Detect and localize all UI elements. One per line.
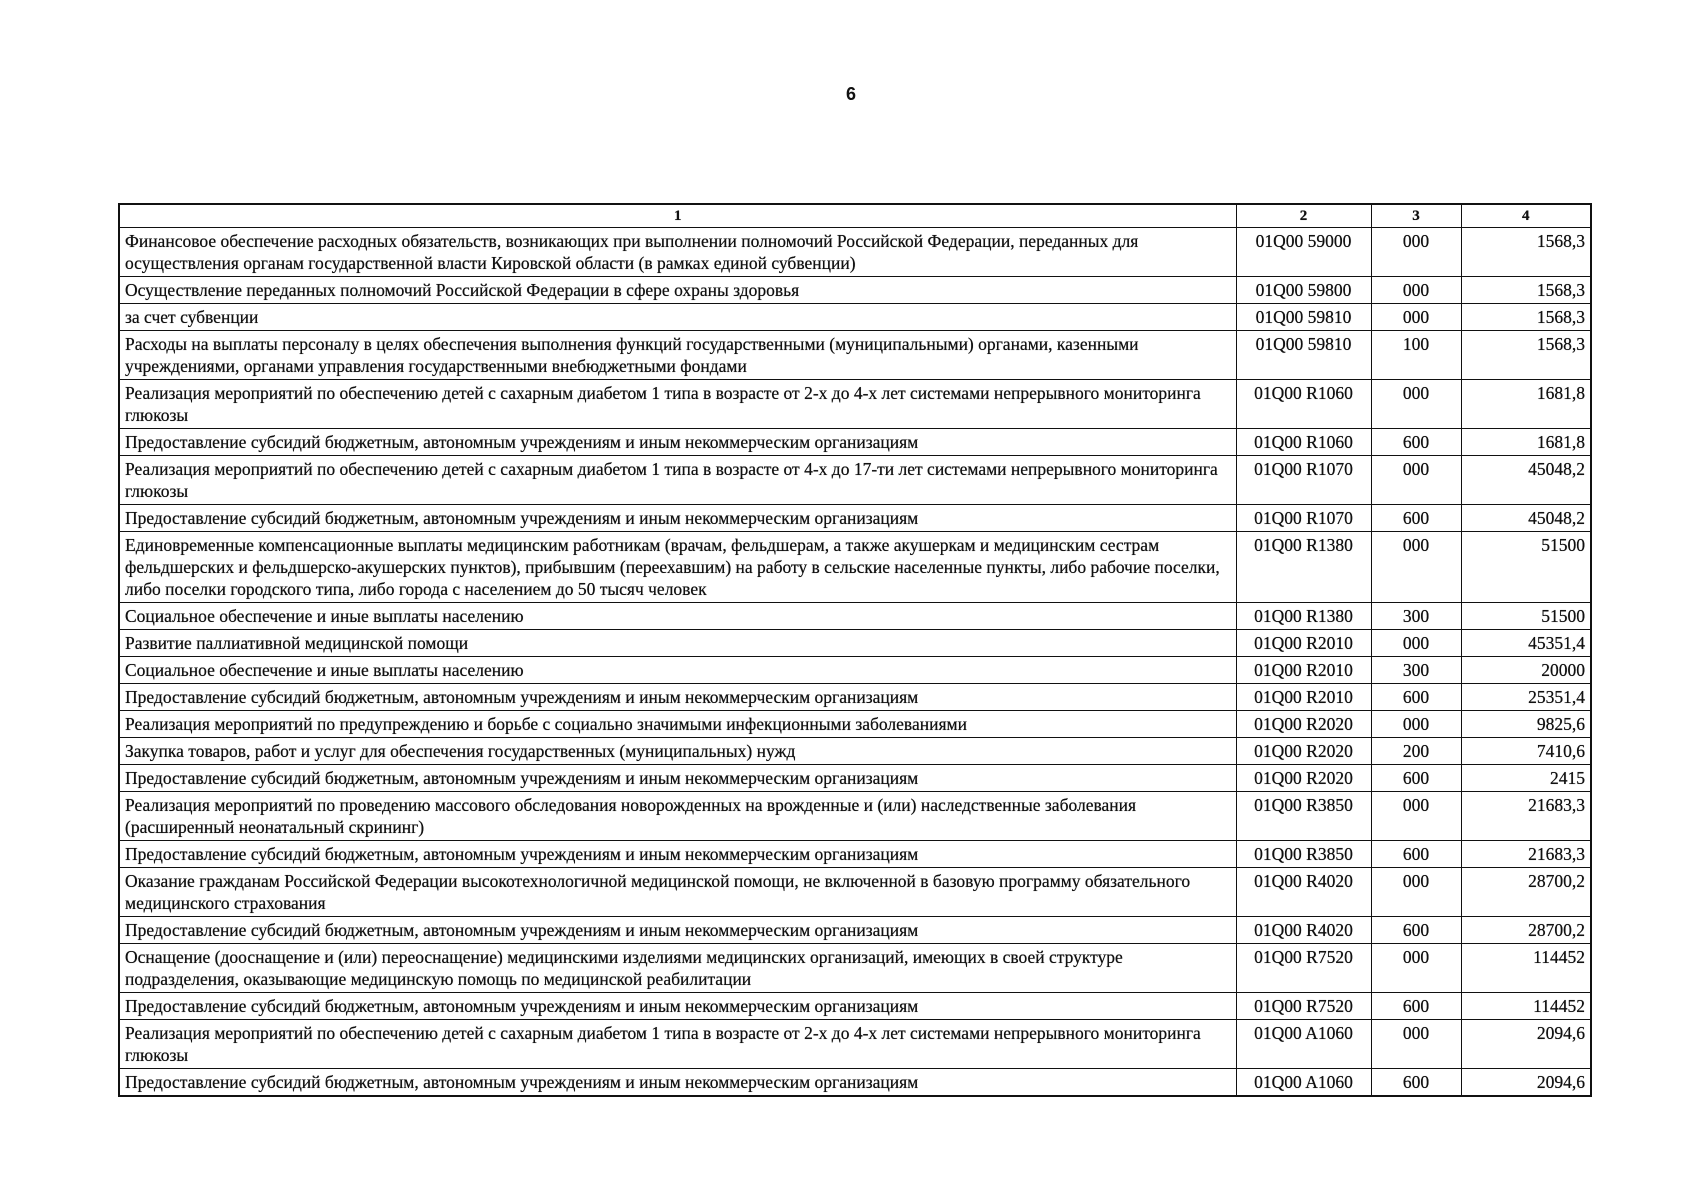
target-article-cell: 01Q00 R2020 (1236, 738, 1371, 765)
description-cell: Предоставление субсидий бюджетным, автономным учреждениям и иным некоммерческим организациям (119, 1069, 1236, 1097)
amount-cell: 9825,6 (1461, 711, 1591, 738)
description-cell: Предоставление субсидий бюджетным, автономным учреждениям и иным некоммерческим организациям (119, 429, 1236, 456)
table-row (119, 1020, 1591, 1069)
description-cell: Финансовое обеспечение расходных обязательств, возникающих при выполнении полномочий Российской Федерации, переданных для осуществления органам государственной власти Кировской области (в рамках единой субвенции) (119, 228, 1236, 277)
budget-table (118, 203, 1592, 1097)
amount-cell: 1681,8 (1461, 429, 1591, 456)
column-header-description: 1 (119, 204, 1236, 228)
target-article-cell: 01Q00 59800 (1236, 277, 1371, 304)
amount-cell: 1568,3 (1461, 277, 1591, 304)
target-article-cell: 01Q00 R2020 (1236, 711, 1371, 738)
amount-cell: 20000 (1461, 657, 1591, 684)
table-row (119, 1069, 1591, 1097)
expense-type-cell: 000 (1371, 456, 1461, 505)
description-cell: Единовременные компенсационные выплаты медицинским работникам (врачам, фельдшерам, а также акушеркам и медицинским сестрам фельдшерских и фельдшерско-акушерских пунктов), прибывшим (переехавшим) на работу в сельские населенные пункты, либо рабочие поселки, либо поселки городского типа, либо города с населением до 50 тысяч человек (119, 532, 1236, 603)
target-article-cell: 01Q00 R3850 (1236, 792, 1371, 841)
amount-cell: 28700,2 (1461, 868, 1591, 917)
expense-type-cell: 000 (1371, 868, 1461, 917)
table-body (119, 228, 1591, 1097)
expense-type-cell: 600 (1371, 841, 1461, 868)
description-cell: Реализация мероприятий по обеспечению детей с сахарным диабетом 1 типа в возрасте от 2-х до 4-х лет системами непрерывного мониторинга глюкозы (119, 1020, 1236, 1069)
table-row (119, 841, 1591, 868)
amount-cell: 45048,2 (1461, 505, 1591, 532)
description-cell: Реализация мероприятий по обеспечению детей с сахарным диабетом 1 типа в возрасте от 2-х до 4-х лет системами непрерывного мониторинга глюкозы (119, 380, 1236, 429)
table-row (119, 684, 1591, 711)
description-cell: Предоставление субсидий бюджетным, автономным учреждениям и иным некоммерческим организациям (119, 993, 1236, 1020)
target-article-cell: 01Q00 R3850 (1236, 841, 1371, 868)
description-cell: Развитие паллиативной медицинской помощи (119, 630, 1236, 657)
amount-cell: 28700,2 (1461, 917, 1591, 944)
target-article-cell: 01Q00 A1060 (1236, 1069, 1371, 1097)
table-row (119, 944, 1591, 993)
amount-cell: 2415 (1461, 765, 1591, 792)
column-header-amount: 4 (1461, 204, 1591, 228)
table-row (119, 711, 1591, 738)
target-article-cell: 01Q00 R2010 (1236, 630, 1371, 657)
table-row (119, 304, 1591, 331)
amount-cell: 1568,3 (1461, 228, 1591, 277)
target-article-cell: 01Q00 R2010 (1236, 684, 1371, 711)
expense-type-cell: 600 (1371, 917, 1461, 944)
target-article-cell: 01Q00 R4020 (1236, 868, 1371, 917)
amount-cell: 2094,6 (1461, 1020, 1591, 1069)
description-cell: Предоставление субсидий бюджетным, автономным учреждениям и иным некоммерческим организациям (119, 684, 1236, 711)
target-article-cell: 01Q00 R1070 (1236, 456, 1371, 505)
expense-type-cell: 600 (1371, 429, 1461, 456)
target-article-cell: 01Q00 A1060 (1236, 1020, 1371, 1069)
amount-cell: 25351,4 (1461, 684, 1591, 711)
table-row (119, 657, 1591, 684)
expense-type-cell: 600 (1371, 993, 1461, 1020)
expense-type-cell: 600 (1371, 765, 1461, 792)
page-number: 6 (845, 84, 856, 104)
target-article-cell: 01Q00 R1060 (1236, 429, 1371, 456)
target-article-cell: 01Q00 R7520 (1236, 944, 1371, 993)
table-header (119, 204, 1591, 228)
table-row (119, 630, 1591, 657)
expense-type-cell: 000 (1371, 944, 1461, 993)
expense-type-cell: 000 (1371, 277, 1461, 304)
table-row (119, 532, 1591, 603)
description-cell: Предоставление субсидий бюджетным, автономным учреждениям и иным некоммерческим организациям (119, 765, 1236, 792)
expense-type-cell: 000 (1371, 792, 1461, 841)
amount-cell: 45351,4 (1461, 630, 1591, 657)
description-cell: за счет субвенции (119, 304, 1236, 331)
expense-type-cell: 000 (1371, 532, 1461, 603)
header-row (119, 204, 1591, 228)
expense-type-cell: 000 (1371, 630, 1461, 657)
table-row (119, 228, 1591, 277)
expense-type-cell: 000 (1371, 380, 1461, 429)
target-article-cell: 01Q00 R4020 (1236, 917, 1371, 944)
amount-cell: 51500 (1461, 532, 1591, 603)
description-cell: Социальное обеспечение и иные выплаты населению (119, 657, 1236, 684)
expense-type-cell: 300 (1371, 603, 1461, 630)
description-cell: Закупка товаров, работ и услуг для обеспечения государственных (муниципальных) нужд (119, 738, 1236, 765)
target-article-cell: 01Q00 R2020 (1236, 765, 1371, 792)
column-header-expense-type: 3 (1371, 204, 1461, 228)
table-row (119, 331, 1591, 380)
expense-type-cell: 000 (1371, 1020, 1461, 1069)
table-row (119, 738, 1591, 765)
expense-type-cell: 600 (1371, 505, 1461, 532)
amount-cell: 51500 (1461, 603, 1591, 630)
description-cell: Оказание гражданам Российской Федерации высокотехнологичной медицинской помощи, не включенной в базовую программу обязательного медицинского страхования (119, 868, 1236, 917)
description-cell: Предоставление субсидий бюджетным, автономным учреждениям и иным некоммерческим организациям (119, 917, 1236, 944)
expense-type-cell: 300 (1371, 657, 1461, 684)
expense-type-cell: 600 (1371, 684, 1461, 711)
expense-type-cell: 000 (1371, 228, 1461, 277)
target-article-cell: 01Q00 R1070 (1236, 505, 1371, 532)
expense-type-cell: 200 (1371, 738, 1461, 765)
expense-type-cell: 600 (1371, 1069, 1461, 1097)
target-article-cell: 01Q00 R1380 (1236, 603, 1371, 630)
description-cell: Предоставление субсидий бюджетным, автономным учреждениям и иным некоммерческим организациям (119, 841, 1236, 868)
amount-cell: 114452 (1461, 944, 1591, 993)
description-cell: Реализация мероприятий по обеспечению детей с сахарным диабетом 1 типа в возрасте от 4-х до 17-ти лет системами непрерывного мониторинга глюкозы (119, 456, 1236, 505)
table-row (119, 765, 1591, 792)
column-header-target-article: 2 (1236, 204, 1371, 228)
table-row (119, 429, 1591, 456)
target-article-cell: 01Q00 59810 (1236, 331, 1371, 380)
target-article-cell: 01Q00 R1380 (1236, 532, 1371, 603)
target-article-cell: 01Q00 59000 (1236, 228, 1371, 277)
target-article-cell: 01Q00 R1060 (1236, 380, 1371, 429)
expense-type-cell: 000 (1371, 304, 1461, 331)
table-row (119, 603, 1591, 630)
table-row (119, 993, 1591, 1020)
target-article-cell: 01Q00 59810 (1236, 304, 1371, 331)
table-row (119, 505, 1591, 532)
amount-cell: 21683,3 (1461, 841, 1591, 868)
description-cell: Предоставление субсидий бюджетным, автономным учреждениям и иным некоммерческим организациям (119, 505, 1236, 532)
amount-cell: 7410,6 (1461, 738, 1591, 765)
description-cell: Оснащение (дооснащение и (или) переоснащение) медицинскими изделиями медицинских организаций, имеющих в своей структуре подразделения, оказывающие медицинскую помощь по медицинской реабилитации (119, 944, 1236, 993)
expense-type-cell: 100 (1371, 331, 1461, 380)
amount-cell: 1681,8 (1461, 380, 1591, 429)
amount-cell: 114452 (1461, 993, 1591, 1020)
description-cell: Реализация мероприятий по предупреждению и борьбе с социально значимыми инфекционными заболеваниями (119, 711, 1236, 738)
table-row (119, 277, 1591, 304)
description-cell: Расходы на выплаты персоналу в целях обеспечения выполнения функций государственными (муниципальными) органами, казенными учреждениями, органами управления государственными внебюджетными фондами (119, 331, 1236, 380)
target-article-cell: 01Q00 R7520 (1236, 993, 1371, 1020)
description-cell: Реализация мероприятий по проведению массового обследования новорожденных на врожденные и (или) наследственные заболевания (расширенный неонатальный скрининг) (119, 792, 1236, 841)
description-cell: Осуществление переданных полномочий Российской Федерации в сфере охраны здоровья (119, 277, 1236, 304)
expense-type-cell: 000 (1371, 711, 1461, 738)
table-row (119, 456, 1591, 505)
table-row (119, 868, 1591, 917)
amount-cell: 1568,3 (1461, 304, 1591, 331)
table-row (119, 917, 1591, 944)
table-row (119, 380, 1591, 429)
amount-cell: 21683,3 (1461, 792, 1591, 841)
amount-cell: 45048,2 (1461, 456, 1591, 505)
description-cell: Социальное обеспечение и иные выплаты населению (119, 603, 1236, 630)
amount-cell: 2094,6 (1461, 1069, 1591, 1097)
target-article-cell: 01Q00 R2010 (1236, 657, 1371, 684)
amount-cell: 1568,3 (1461, 331, 1591, 380)
table-row (119, 792, 1591, 841)
